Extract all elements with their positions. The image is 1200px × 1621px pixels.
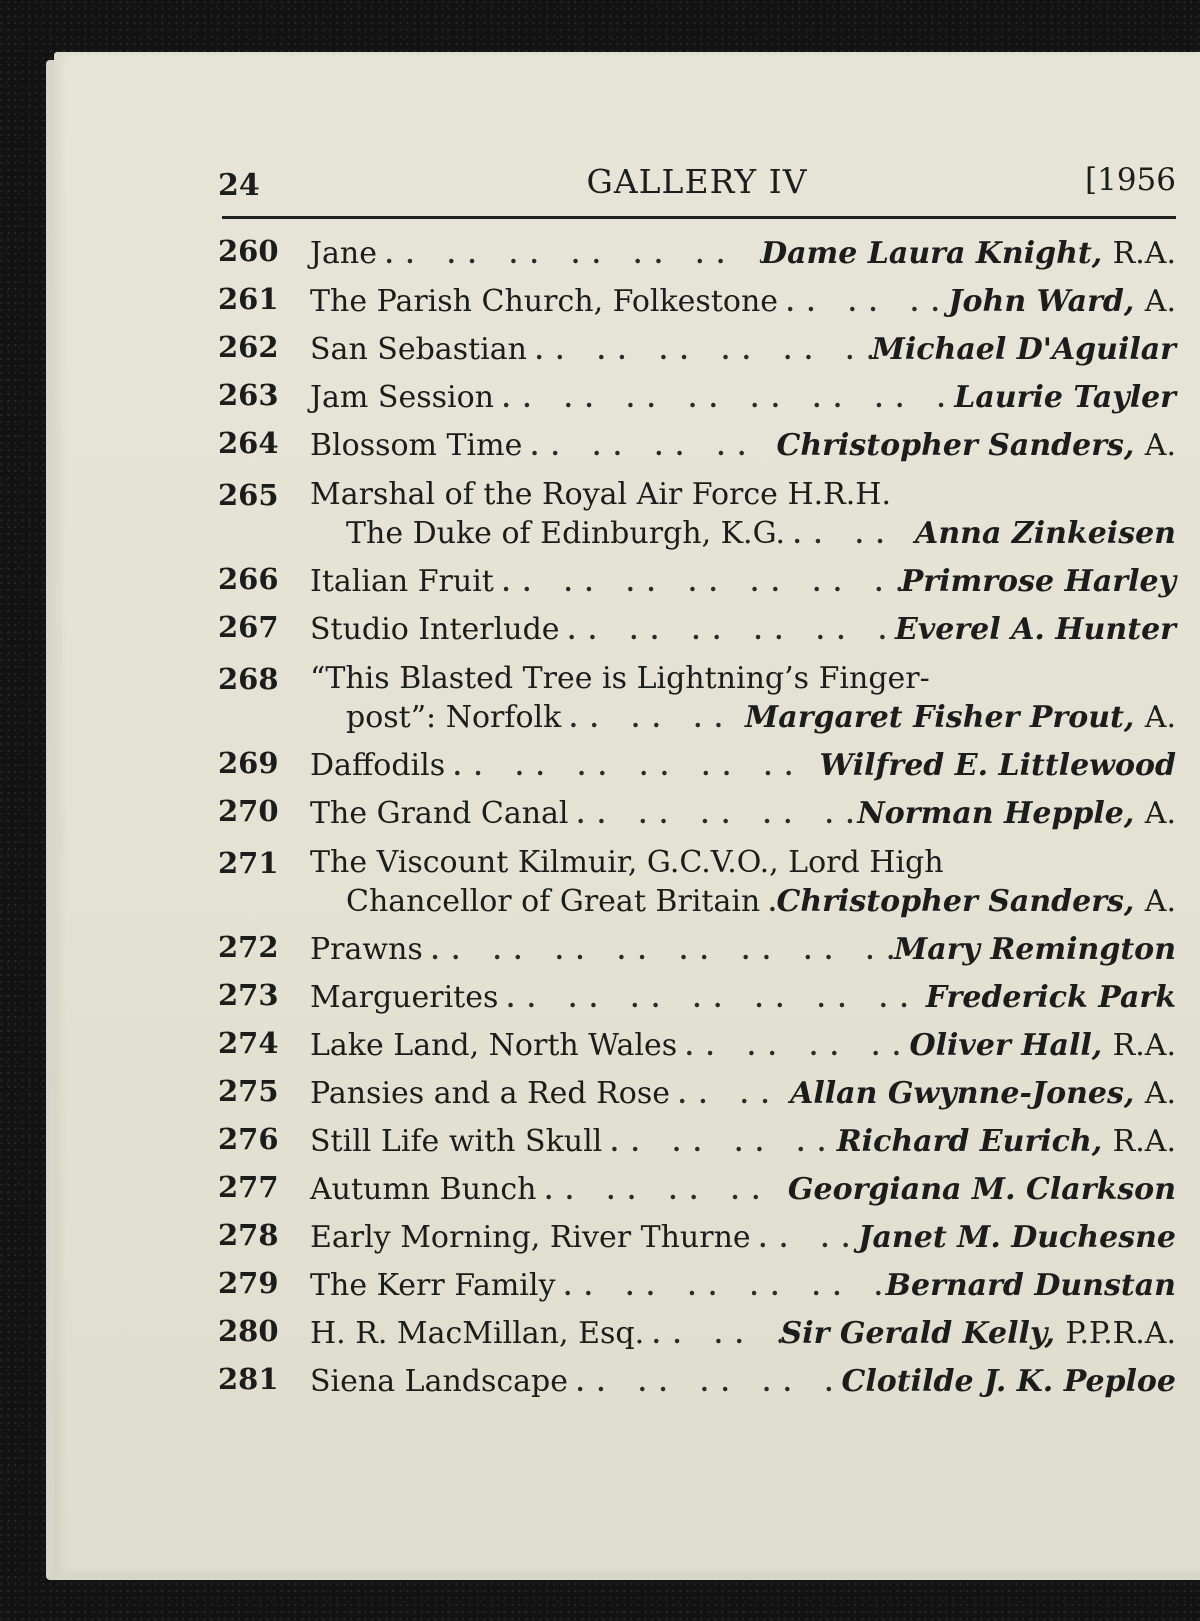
leader-dots [494, 375, 954, 423]
entry-title: Still Life with Skull [310, 1124, 603, 1159]
entry-number: 275 [218, 1074, 279, 1108]
catalogue-entry [218, 1022, 1176, 1070]
entry-number: 264 [218, 426, 279, 460]
catalogue-entry [218, 974, 1176, 1022]
leader-dots [569, 791, 858, 839]
artist-rank: R.A. [1112, 236, 1176, 271]
entry-number: 263 [218, 378, 279, 412]
entry-artist [790, 1070, 1176, 1118]
entry-number: 279 [218, 1266, 279, 1300]
catalogue-entry [218, 422, 1176, 470]
artist-rank: A. [1144, 428, 1176, 463]
artist-name: Sir Gerald Kelly, [780, 1316, 1055, 1351]
leader-dots [602, 1119, 836, 1167]
leader-dots [785, 517, 915, 553]
leader-dots [555, 1263, 885, 1311]
leader-dots [751, 1215, 859, 1263]
entry-artist [872, 326, 1176, 374]
entry-number: 261 [218, 282, 279, 316]
entry-title: Siena Landscape [310, 1364, 569, 1399]
artist-name: Frederick Park [925, 980, 1176, 1015]
artist-name: Anna Zinkeisen [915, 516, 1176, 551]
artist-name: Michael D'Aguilar [871, 332, 1176, 367]
leader-dots [670, 1071, 790, 1119]
artist-rank: R.A. [1112, 1028, 1176, 1063]
artist-name: Richard Eurich, [836, 1124, 1103, 1159]
entry-artist [776, 422, 1176, 470]
entry-title: H. R. MacMillan, Esq. [310, 1316, 645, 1351]
entry-title: Daffodils [310, 748, 446, 783]
artist-name: Laurie Tayler [954, 380, 1176, 415]
entry-artist [858, 1214, 1176, 1262]
catalogue-entry [218, 790, 1176, 838]
entry-title: Marshal of the Royal Air Force H.R.H. [310, 477, 891, 512]
artist-name: Mary Remington [894, 932, 1176, 967]
year-label: [1956 [1085, 162, 1176, 198]
entry-number: 277 [218, 1170, 279, 1204]
artist-name: Janet M. Duchesne [858, 1220, 1176, 1255]
leader-dots [760, 885, 776, 921]
leader-dots [568, 1359, 842, 1407]
artist-rank: A. [1144, 884, 1176, 919]
entry-number: 266 [218, 562, 279, 596]
entry-artist [910, 1022, 1177, 1070]
entry-title: The Grand Canal [310, 796, 569, 831]
entry-number: 269 [218, 746, 279, 780]
entry-artist [894, 926, 1176, 974]
entry-artist [820, 742, 1176, 790]
entry-artist [788, 1166, 1176, 1214]
entry-artist [745, 700, 1176, 736]
catalogue-entry [218, 926, 1176, 974]
leader-dots [778, 279, 948, 327]
catalogue-entry [218, 278, 1176, 326]
entry-title: Early Morning, River Thurne [310, 1220, 751, 1255]
entry-number: 270 [218, 794, 279, 828]
entry-title-continued: The Duke of Edinburgh, K.G. [346, 516, 786, 551]
entry-title-continued: Chancellor of Great Britain [346, 884, 761, 919]
entry-title: Marguerites [310, 980, 499, 1015]
catalogue-entry [218, 1118, 1176, 1166]
artist-name: Norman Hepple, [857, 796, 1135, 831]
page-number: 24 [218, 168, 260, 203]
leader-dots [527, 327, 872, 375]
entry-title: Italian Fruit [310, 564, 494, 599]
entry-title: San Sebastian [310, 332, 527, 367]
entry-number: 268 [218, 662, 279, 696]
entry-number: 267 [218, 610, 279, 644]
leader-dots [445, 743, 819, 791]
entry-number: 280 [218, 1314, 279, 1348]
entry-number: 260 [218, 234, 279, 268]
entry-number: 272 [218, 930, 279, 964]
entry-artist [915, 516, 1176, 552]
entry-number: 278 [218, 1218, 279, 1252]
page-header [218, 158, 1176, 204]
leader-dots [377, 231, 761, 279]
entry-artist [776, 884, 1176, 920]
artist-name: Georgiana M. Clarkson [787, 1172, 1176, 1207]
leader-dots [494, 559, 901, 607]
entry-title: Pansies and a Red Rose [310, 1076, 670, 1111]
catalogue-entry [218, 842, 1176, 920]
leader-dots [561, 701, 745, 737]
entry-artist [926, 974, 1176, 1022]
entry-artist [857, 790, 1176, 838]
entry-title-continued: post”: Norfolk [346, 700, 562, 735]
artist-rank: A. [1144, 796, 1176, 831]
entry-title: Studio Interlude [310, 612, 560, 647]
catalogue-entry [218, 658, 1176, 736]
entry-artist [781, 1310, 1176, 1358]
entry-title: The Parish Church, Folkestone [310, 284, 779, 319]
leader-dots [560, 607, 895, 655]
artist-name: Allan Gwynne-Jones, [790, 1076, 1135, 1111]
catalogue-entry [218, 1262, 1176, 1310]
catalogue-entry [218, 374, 1176, 422]
catalogue-entry [218, 1070, 1176, 1118]
artist-name: Primrose Harley [900, 564, 1176, 599]
catalogue-entry [218, 742, 1176, 790]
entry-title: Autumn Bunch [310, 1172, 537, 1207]
entry-artist [837, 1118, 1176, 1166]
gallery-title: GALLERY IV [586, 162, 808, 201]
entry-artist [761, 230, 1176, 278]
catalogue-entry [218, 474, 1176, 552]
artist-name: Christopher Sanders, [776, 428, 1135, 463]
artist-name: Wilfred E. Littlewood [819, 748, 1176, 783]
entry-title: The Viscount Kilmuir, G.C.V.O., Lord High [310, 845, 944, 880]
entry-title: The Kerr Family [310, 1268, 556, 1303]
leader-dots [423, 927, 894, 975]
entry-title: Blossom Time [310, 428, 523, 463]
artist-name: Christopher Sanders, [776, 884, 1135, 919]
leader-dots [536, 1167, 787, 1215]
entry-number: 276 [218, 1122, 279, 1156]
leader-dots [677, 1023, 909, 1071]
header-rule [222, 216, 1176, 219]
entry-number: 274 [218, 1026, 279, 1060]
artist-name: Bernard Dunstan [885, 1268, 1176, 1303]
catalogue-entry [218, 558, 1176, 606]
artist-name: John Ward, [948, 284, 1135, 319]
artist-name: Oliver Hall, [909, 1028, 1103, 1063]
entry-title: “This Blasted Tree is Lightning’s Finger- [310, 661, 930, 696]
entry-number: 273 [218, 978, 279, 1012]
entry-number: 271 [218, 846, 279, 880]
catalogue-entry [218, 230, 1176, 278]
entry-title: Jane [310, 236, 377, 271]
artist-name: Clotilde J. K. Peploe [841, 1364, 1176, 1399]
entry-artist [901, 558, 1176, 606]
entry-number: 265 [218, 478, 279, 512]
entry-artist [886, 1262, 1176, 1310]
entry-title: Lake Land, North Wales [310, 1028, 678, 1063]
entry-title: Jam Session [310, 380, 494, 415]
artist-rank: A. [1144, 284, 1176, 319]
catalogue-entry [218, 1310, 1176, 1358]
leader-dots [522, 423, 776, 471]
entry-title: Prawns [310, 932, 423, 967]
entry-artist [954, 374, 1176, 422]
entry-number: 281 [218, 1362, 279, 1396]
catalogue-entry [218, 1214, 1176, 1262]
catalogue-entry [218, 1358, 1176, 1406]
artist-rank: A. [1144, 1076, 1176, 1111]
entry-list [218, 230, 1176, 1406]
artist-rank: A. [1144, 700, 1176, 735]
catalogue-entry [218, 606, 1176, 654]
entry-number: 262 [218, 330, 279, 364]
artist-name: Dame Laura Knight, [761, 236, 1103, 271]
entry-artist [895, 606, 1176, 654]
artist-rank: R.A. [1112, 1124, 1176, 1159]
catalogue-entry [218, 1166, 1176, 1214]
catalogue-entry [218, 326, 1176, 374]
artist-name: Everel A. Hunter [894, 612, 1176, 647]
artist-name: Margaret Fisher Prout, [745, 700, 1135, 735]
entry-artist [948, 278, 1176, 326]
leader-dots [498, 975, 925, 1023]
leader-dots [644, 1311, 780, 1359]
artist-rank: P.P.R.A. [1065, 1316, 1176, 1351]
entry-artist [842, 1358, 1176, 1406]
